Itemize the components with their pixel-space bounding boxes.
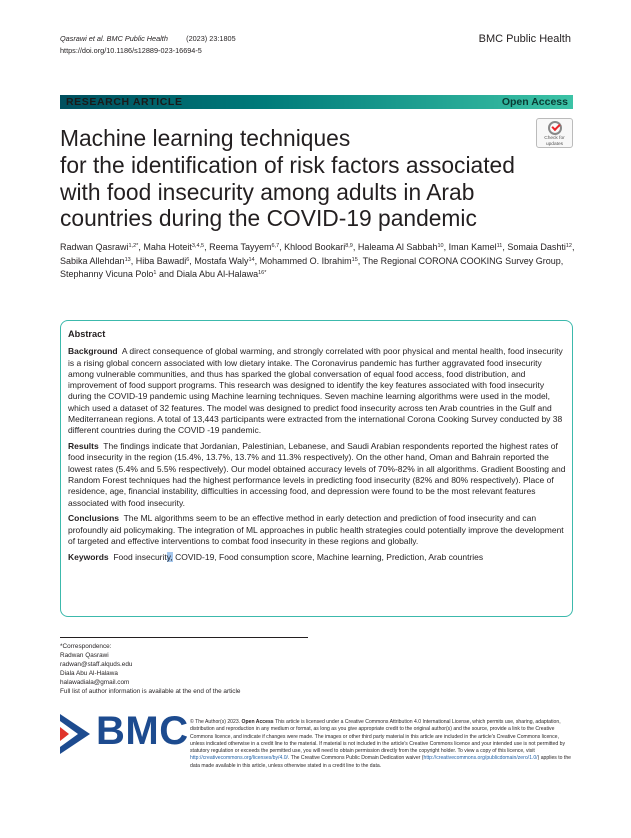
- correspondence-label: *Correspondence:: [60, 643, 112, 650]
- citation-journal: BMC Public Health: [106, 34, 168, 43]
- correspondence-email[interactable]: radwan@staff.alquds.edu: [60, 661, 133, 669]
- author[interactable]: Reema Tayyem$^{6,7}$: [209, 242, 280, 252]
- author-conjunction: and: [158, 269, 175, 280]
- author[interactable]: Iman Kamel$^{11}$: [448, 242, 503, 252]
- author[interactable]: Radwan Qasrawi$^{1,2*}$: [60, 242, 139, 252]
- article-title: [60, 125, 540, 232]
- background-text: A direct consequence of global warming, and strongly correlated with poor physical and mental health, food insecurity is a rising global concern associated with low dietary intake. The Coronavirus pandemic has further aggravated food insecurity among vulnerable communities, and thus has sparked the global conversation of equal food access, food distribution, and improvement of food support programs. This research was designed to identify the key features associated with food insecurity during the COVID-19 pandemic using Machine learning techniques. Seven machine learning algorithms were used in the model, which used a dataset of 32 features. The model was designed to predict food insecurity across ten Arab countries in the Gulf and Mediterranean regions. A total of 13,443 participants were extracted from the international Corona Cooking Survey conducted by 38 different countries during the COVID -19 pandemic.: [68, 346, 563, 436]
- title-line-2: for the identification of risk factors associated: [60, 151, 515, 178]
- title-line-1: Machine learning techniques: [60, 125, 351, 151]
- citation-line: [60, 33, 236, 45]
- crossmark-label: [537, 136, 572, 147]
- cc-zero-link[interactable]: http://creativecommons.org/publicdomain/zero/1.0/: [423, 755, 538, 762]
- keywords-text-end: COVID-19, Food consumption score, Machine learning, Prediction, Arab countries: [172, 551, 484, 562]
- author[interactable]: Diala Abu Al-Halawa$^{16*}$: [176, 269, 267, 280]
- background-label: Background: [68, 346, 118, 357]
- footnote-divider: [60, 637, 308, 638]
- abstract-results: [68, 441, 566, 509]
- open-access-label: Open Access: [501, 96, 568, 108]
- citation-authors: Qasrawi et al.: [60, 34, 105, 43]
- keywords-text-start: Food insecurit: [113, 551, 167, 562]
- keywords-label: Keywords: [68, 551, 109, 562]
- author[interactable]: Hiba Bawadi$^6$: [135, 255, 190, 266]
- author[interactable]: The Regional CORONA COOKING Survey Group: [362, 255, 561, 266]
- author[interactable]: Haleama Al Sabbah$^{10}$: [357, 242, 444, 252]
- author[interactable]: Somaia Dashti$^{12}$: [507, 242, 572, 252]
- crossmark-line1: Check for: [544, 136, 565, 141]
- author[interactable]: Mohammed O. Ibrahim$^{15}$: [259, 255, 358, 266]
- author[interactable]: Khlood Bookari$^{8,9}$: [284, 242, 353, 252]
- results-text: The findings indicate that Jordanian, Palestinian, Lebanese, and Saudi Arabian respondents reported the highest rates of food insecurity in the region (15.4%, 13.7%, 13.7% and 11.3% respectively). On the other hand, Oman and Bahrain reported the lowest rates (5.4% and 5.5% respectively). Our model obtained accuracy levels of 70%-82% in all algorithms. Gradient Boosting and Random Forest techniques had the highest performance levels in predicting food insecurity (82% and 80% respectively). Place of residence, age, financial instability, difficulties in accessing food, and depression were found to be the most relevant features associated with food insecurity.: [68, 441, 566, 508]
- abstract-heading: Abstract: [68, 329, 106, 339]
- abstract-keywords: [68, 552, 566, 563]
- license-text-3: ) applies to the data made available in this article, unless otherwise stated in a credit line to the data.: [190, 755, 572, 769]
- correspondence-name: Diala Abu Al-Halawa: [60, 670, 118, 678]
- check-for-updates-badge[interactable]: [536, 118, 573, 148]
- article-type-banner: [60, 95, 573, 109]
- author[interactable]: Stephanny Vicuna Polo$^1$: [60, 269, 157, 280]
- bmc-logo[interactable]: [60, 709, 189, 757]
- author[interactable]: Sabika Allehdan$^{13}$: [60, 255, 131, 266]
- citation-issue: (2023) 23:1805: [186, 34, 236, 43]
- correspondence-name: Radwan Qasrawi: [60, 652, 109, 660]
- text-selection-highlight[interactable]: y,: [166, 551, 173, 562]
- citation-block: [60, 33, 236, 56]
- results-label: Results: [68, 441, 99, 452]
- abstract-conclusions: [68, 513, 566, 547]
- title-line-3: with food insecurity among adults in Arab: [60, 178, 475, 205]
- conclusions-text: The ML algorithms seem to be an effective method in early detection and prediction of food insecurity and can profoundly aid policymaking. The integration of ML approaches in public health strategies could potentially improve the development of targeted and effective interventions to combat food insecurity in these regions and globally.: [68, 513, 564, 547]
- journal-name: BMC Public Health: [478, 33, 571, 45]
- abstract-box: [60, 320, 573, 617]
- author[interactable]: Mostafa Waly$^{14}$: [194, 255, 255, 266]
- doi-link[interactable]: https://doi.org/10.1186/s12889-023-16694-5: [60, 45, 202, 55]
- crossmark-line2: updates: [545, 141, 564, 147]
- bmc-mark-icon: [60, 714, 90, 754]
- author-list: Radwan Qasrawi$^{1,2*}$, Maha Hoteit$^{3,4,5}$, Reema Tayyem$^{6,7}$, Khlood Bookari$^{8,9}$, Haleama Al Sabbah$^{10}$, Iman Kamel$^{11}$, Somaia Dashti$^{12}$, Sabika Allehdan$^{13}$, Hiba Bawadi$^6$, Mostafa Waly$^{14}$, Mohammed O. Ibrahim$^{15}$, The Regional CORONA COOKING Survey Group, Stephanny Vicuna Polo$^1$ and Diala Abu Al-Halawa$^{16*}$: [60, 242, 575, 280]
- article-type-label: RESEARCH ARTICLE: [66, 96, 183, 108]
- crossmark-icon: [548, 121, 562, 135]
- abstract-background: [68, 346, 566, 436]
- bmc-wordmark: BMC: [96, 709, 189, 753]
- license-text-2: . The Creative Commons Public Domain Dedication waiver (: [287, 755, 424, 762]
- license-text: This article is licensed under a Creative Commons Attribution 4.0 International License, which permits use, sharing, adaptation, distribution and reproduction in any medium or format, as long as you give appropriate credit to the original author(s) and the source, provide a link to the Creative Commons licence, and indicate if changes were made. The images or other third party material in this article are included in the article's Creative Commons licence, unless indicated otherwise in a credit line to the material. If material is not included in the article's Creative Commons licence and your intended use is not permitted by statutory regulation or exceeds the permitted use, you will need to obtain permission directly from the copyright holder. To view a copy of this licence, visit: [190, 719, 565, 755]
- cc-license-link[interactable]: http://creativecommons.org/licenses/by/4.0/: [190, 755, 288, 762]
- author[interactable]: Maha Hoteit$^{3,4,5}$: [143, 242, 205, 252]
- author-info-note: Full list of author information is available at the end of the article: [60, 688, 241, 696]
- license-statement: [190, 719, 574, 770]
- open-access-bold: Open Access: [241, 719, 274, 725]
- correspondence-block: [60, 642, 240, 697]
- title-line-4: countries during the COVID-19 pandemic: [60, 205, 477, 232]
- correspondence-email[interactable]: halawadiala@gmail.com: [60, 679, 130, 687]
- copyright-text: © The Author(s) 2023.: [190, 719, 241, 725]
- conclusions-label: Conclusions: [68, 513, 120, 524]
